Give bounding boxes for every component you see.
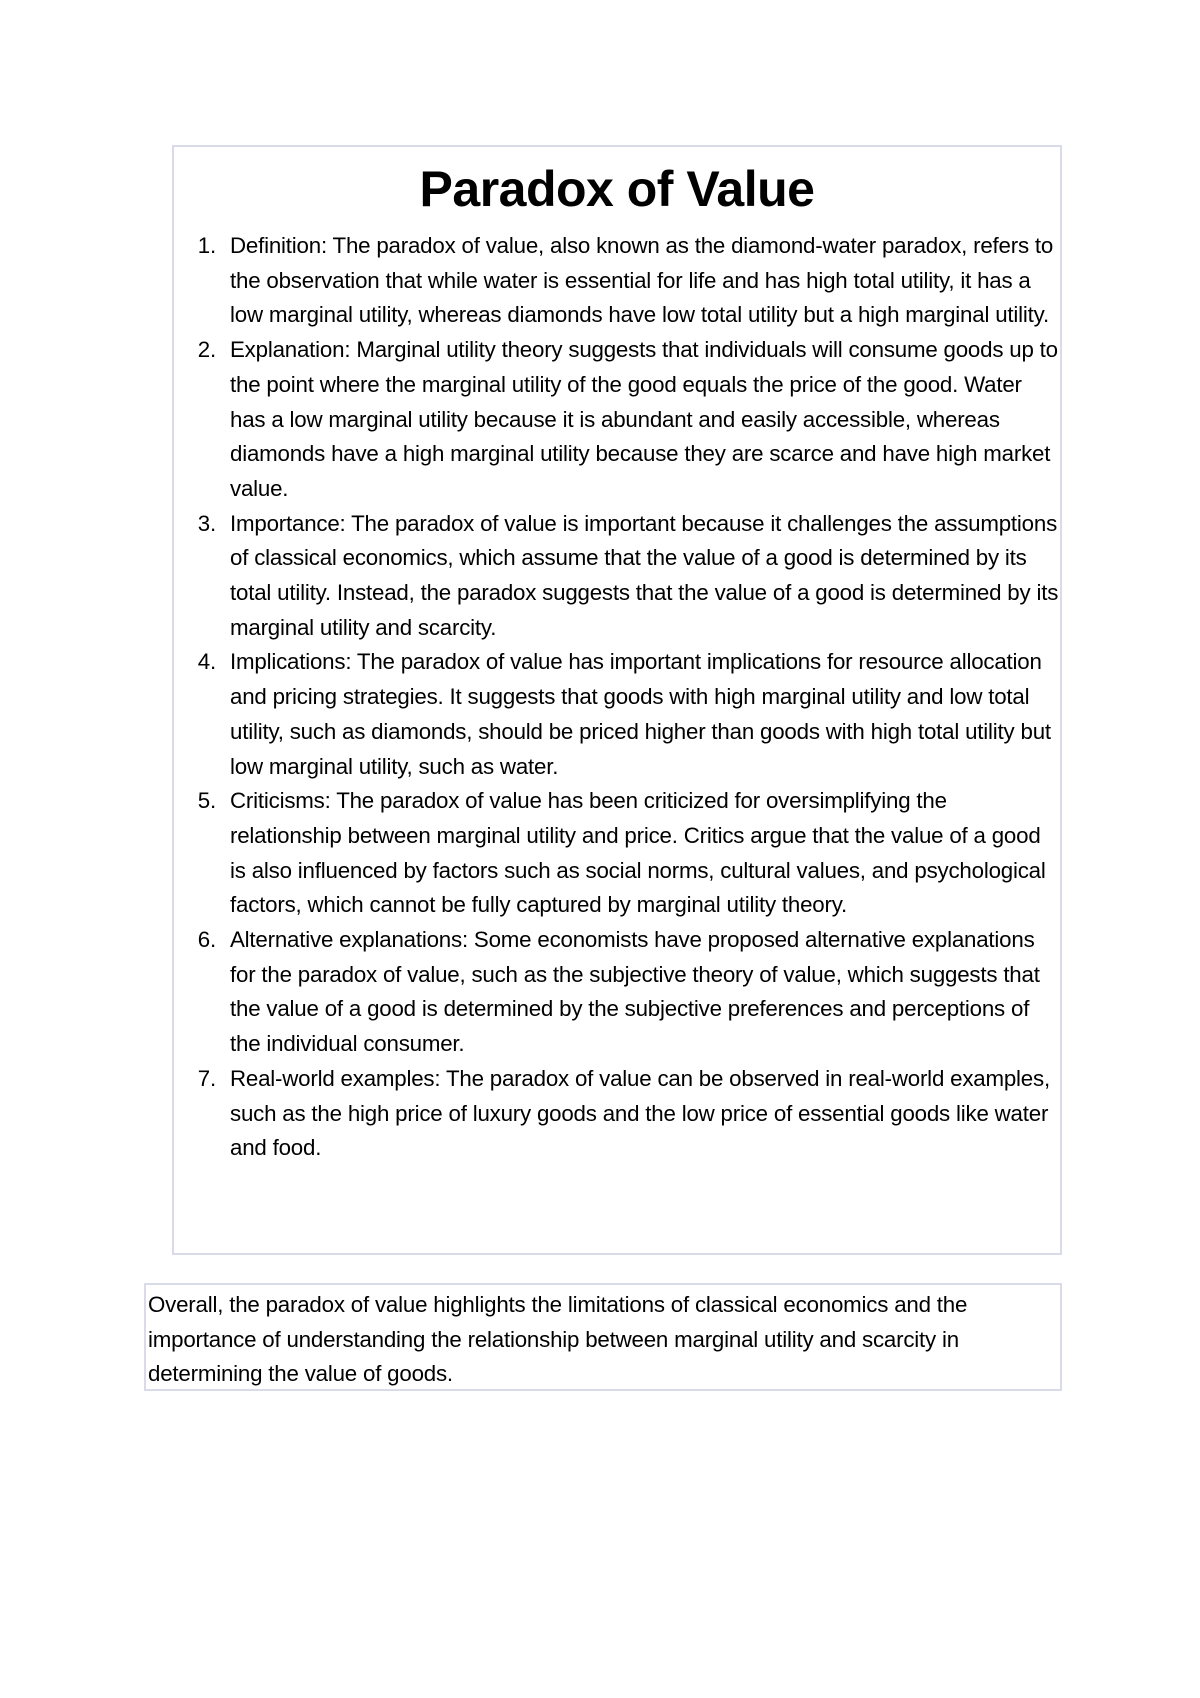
numbered-list: [174, 229, 1060, 1166]
list-item-number: 2.: [197, 337, 216, 363]
summary-box: [144, 1283, 1062, 1391]
list-item-number: 7.: [197, 1065, 216, 1091]
list-item-text: Explanation: Marginal utility theory suggests that individuals will consume goods up to the point where the marginal utility of the good equals the price of the good. Water has a low marginal utility because it is abundant and easily accessible, whereas diamonds have a high marginal utility because they are scarce and have high market value.: [230, 337, 1058, 501]
list-item-text: Real-world examples: The paradox of value can be observed in real-world examples, such as the high price of luxury goods and the low price of essential goods like water and food.: [230, 1065, 1050, 1161]
summary-text: Overall, the paradox of value highlights the limitations of classical economics and the importance of understanding the relationship between marginal utility and scarcity in determining the value of goods.: [148, 1292, 968, 1387]
list-item: [184, 784, 1060, 923]
list-item-text: Alternative explanations: Some economists have proposed alternative explanations for the paradox of value, such as the subjective theory of value, which suggests that the value of a good is determined by the subjective preferences and perceptions of the individual consumer.: [230, 927, 1040, 1057]
list-item: [184, 645, 1060, 784]
list-item-number: 3.: [197, 510, 216, 536]
list-item: [184, 1062, 1060, 1166]
main-content-box: [172, 145, 1062, 1255]
list-item-number: 6.: [197, 927, 216, 953]
list-item-text: Definition: The paradox of value, also known as the diamond-water paradox, refers to the observation that while water is essential for life and has high total utility, it has a low marginal utility, whereas diamonds have low total utility but a high marginal utility.: [230, 233, 1054, 328]
list-item-text: Criticisms: The paradox of value has been criticized for oversimplifying the relationship between marginal utility and price. Critics argue that the value of a good is also influenced by factors such as social norms, cultural values, and psychological factors, which cannot be fully captured by marginal utility theory.: [230, 788, 1046, 918]
list-item-number: 5.: [197, 788, 216, 814]
list-item-text: Importance: The paradox of value is important because it challenges the assumptions of classical economics, which assume that the value of a good is determined by its total utility. Instead, the paradox suggests that the value of a good is determined by its marginal utility and scarcity.: [230, 510, 1059, 640]
list-item: [184, 229, 1060, 333]
list-item-number: 1.: [197, 233, 216, 258]
list-item-number: 4.: [197, 649, 216, 675]
page-title: Paradox of Value: [419, 161, 815, 217]
list-item: [184, 923, 1060, 1062]
list-item-text: Implications: The paradox of value has important implications for resource allocation and pricing strategies. It suggests that goods with high marginal utility and low total utility, such as diamonds, should be priced higher than goods with high total utility but low marginal utility, such as water.: [230, 649, 1051, 779]
list-item: [184, 333, 1060, 507]
list-item: [184, 507, 1060, 646]
